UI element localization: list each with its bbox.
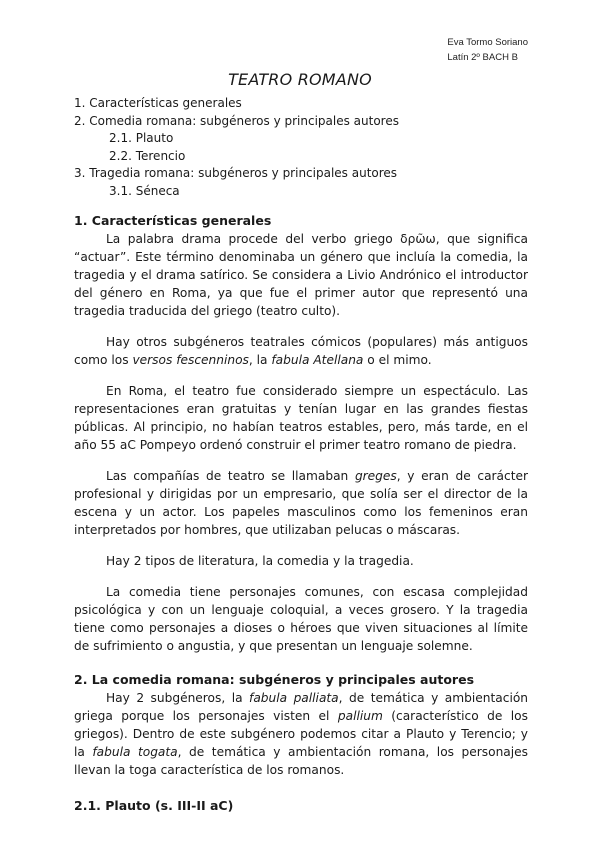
paragraph: Las compañías de teatro se llamaban greges, y eran de carácter profesional y dirigidas por un empresario, que solía ser el director de la escena y un actor. Los papeles masculinos como los femeninos eran interpretados por hombres, que utilizaban pelucas o máscaras. xyxy=(74,469,528,537)
page-header xyxy=(447,35,528,65)
paragraph: La palabra drama procede del verbo griego δρῶω, que significa “actuar”. Este término denominaba un género que incluía la comedia, la tragedia y el drama satírico. Se considera a Livio Andrónico el introductor del género en Roma, ya que fue el primer autor que representó una tragedia traducida del griego (teatro culto). xyxy=(74,232,528,318)
section-heading: 1. Características generales xyxy=(74,213,272,228)
document-title: TEATRO ROMANO xyxy=(228,70,372,89)
paragraph: Hay 2 tipos de literatura, la comedia y la tragedia. xyxy=(106,554,414,568)
paragraph: Hay 2 subgéneros, la fabula palliata, de temática y ambientación griega porque los personajes visten el pallium (característico de los griegos). Dentro de este subgénero podemos citar a Plauto y Terencio; y la fabula togata, de temática y ambientación romana, los personajes llevan la toga característica de los romanos. xyxy=(74,691,529,777)
toc-item: 3. Tragedia romana: subgéneros y principales autores xyxy=(74,166,398,180)
table-of-contents xyxy=(74,95,399,200)
paragraph: Hay otros subgéneros teatrales cómicos (populares) más antiguos como los versos fescenninos, la fabula Atellana o el mimo. xyxy=(74,335,528,367)
toc-item: 1. Características generales xyxy=(74,96,242,110)
section-heading: 2. La comedia romana: subgéneros y principales autores xyxy=(74,672,475,687)
paragraph: En Roma, el teatro fue considerado siempre un espectáculo. Las representaciones eran gratuitas y tenían lugar en las grandes fiestas públicas. Al principio, no habían teatros estables, pero, más tarde, en el año 55 aC Pompeyo ordenó construir el primer teatro romano de piedra. xyxy=(74,384,528,452)
document-body xyxy=(74,212,528,815)
paragraph: La comedia tiene personajes comunes, con escasa complejidad psicológica y con un lenguaje coloquial, a veces grosero. Y la tragedia tiene como personajes a dioses o héroes que viven situaciones al límite de sufrimiento o angustia, y que presentan un lenguaje solemne. xyxy=(74,585,528,653)
author-name: Eva Tormo Soriano xyxy=(447,37,528,48)
course-name: Latín 2º BACH B xyxy=(447,52,518,63)
toc-item: 3.1. Séneca xyxy=(109,183,180,198)
toc-item: 2.1. Plauto xyxy=(109,131,174,145)
section-heading: 2.1. Plauto (s. III-II aC) xyxy=(74,798,234,813)
toc-item: 2. Comedia romana: subgéneros y principales autores xyxy=(74,113,399,128)
toc-item: 2.2. Terencio xyxy=(109,148,186,163)
